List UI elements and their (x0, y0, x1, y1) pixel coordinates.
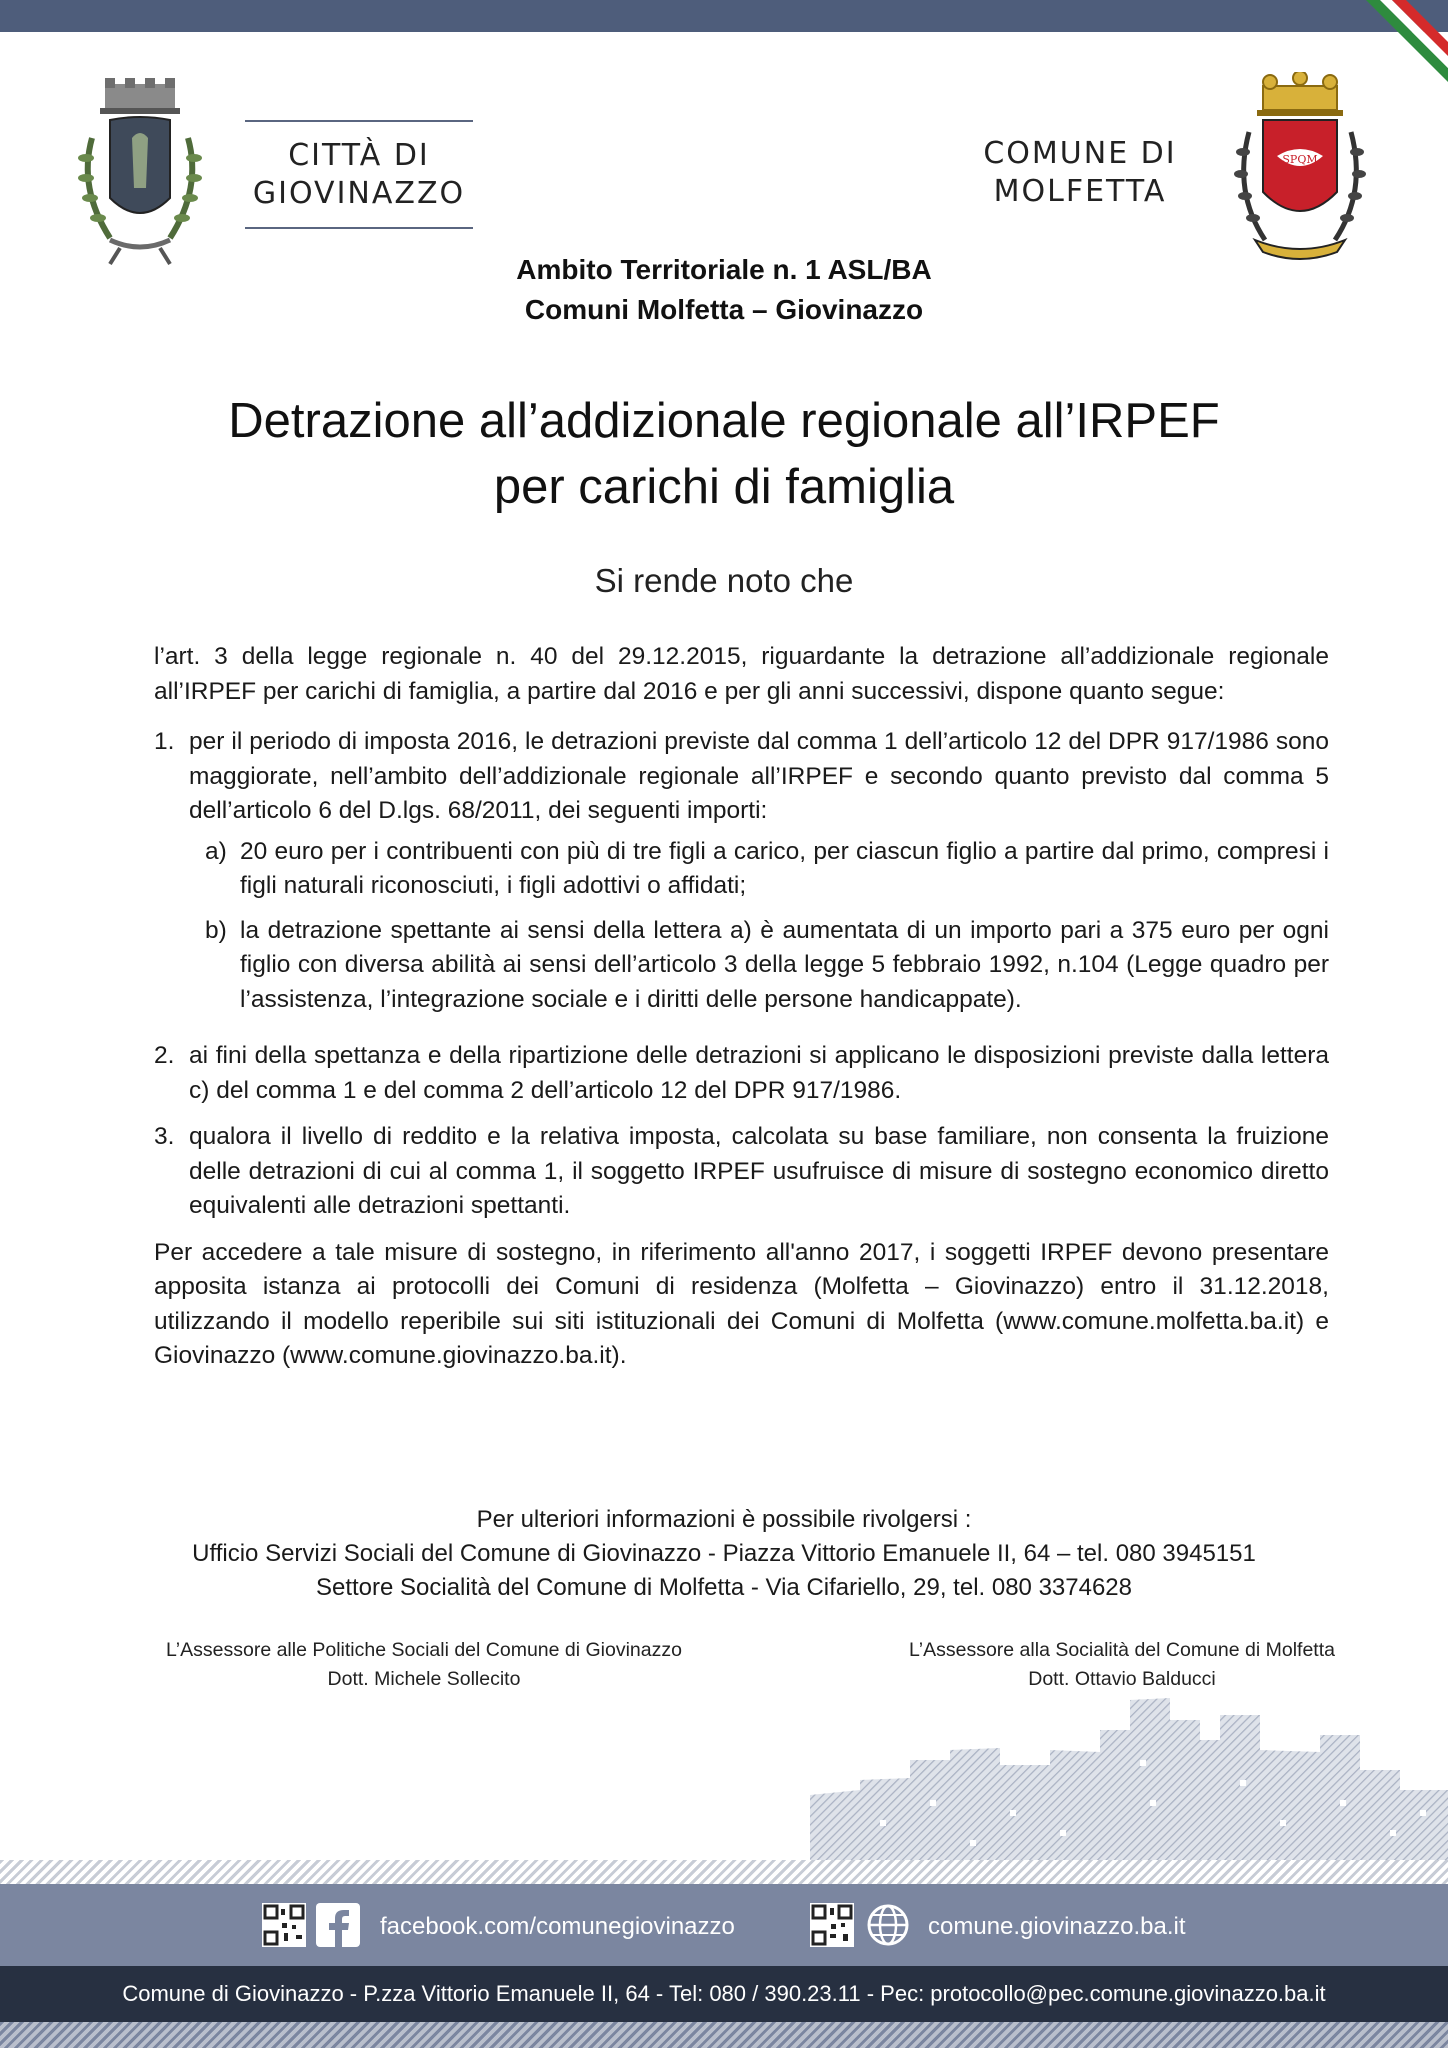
page-title (100, 388, 1348, 520)
footer-hatch-bottom (0, 2022, 1448, 2048)
list-item-text: qualora il livello di reddito e la relativa imposta, calcolata su base familiare, non consenta la fruizione delle detrazioni di cui al comma 1, il soggetto IRPEF usufruisce di misure di sostegno economico diretto equivalenti alle detrazioni spettanti. (189, 1123, 1329, 1219)
signature-molfetta (812, 1636, 1432, 1694)
qr-code-icon[interactable] (810, 1903, 854, 1947)
molfetta-line2: MOLFETTA (993, 174, 1167, 209)
sub-list-item (205, 914, 1329, 1018)
list-item-number: 2. (154, 1042, 175, 1069)
giovinazzo-line1: CITTÀ DI (288, 137, 430, 173)
top-band (0, 0, 1448, 32)
giovinazzo-line2: GIOVINAZZO (252, 175, 466, 211)
ambito-line2: Comuni Molfetta – Giovinazzo (524, 294, 924, 325)
giovinazzo-coat-of-arms (70, 78, 210, 268)
lead-paragraph: l’art. 3 della legge regionale n. 40 del 29.12.2015, riguardante la detrazione all’addizionale regionale all’IRPEF per carichi di famiglia, a partire dal 2016 e per gli anni successivi, dispone quanto segue: (154, 643, 1329, 705)
footer-address: Comune di Giovinazzo - P.zza Vittorio Emanuele II, 64 - Tel: 080 / 390.23.11 - Pec: protocollo@pec.comune.giovinazzo.ba.it (122, 1981, 1326, 2006)
list-item (154, 1039, 1329, 1108)
signature-name: Dott. Michele Sollecito (327, 1668, 521, 1690)
signature-role: L’Assessore alla Socialità del Comune di Molfetta (909, 1639, 1335, 1661)
facebook-icon[interactable] (316, 1903, 360, 1947)
contacts-line3: Settore Socialità del Comune di Molfetta - Via Cifariello, 29, tel. 080 3374628 (315, 1574, 1133, 1601)
list-item-text: ai fini della spettanza e della ripartizione delle detrazioni si applicano le disposizioni previste dalla lettera c) del comma 1 e del comma 2 dell’articolo 12 del DPR 917/1986. (189, 1042, 1329, 1104)
closing-paragraph: Per accedere a tale misure di sostegno, in riferimento all'anno 2017, i soggetti IRPEF devono presentare apposita istanza ai protocolli dei Comuni di residenza (Molfetta – Giovinazzo) entro il 31.12.2018, utilizzando il modello reperibile sui siti istituzionali dei Comuni di Molfetta (www.comune.molfetta.ba.it) e Giovinazzo (www.comune.giovinazzo.ba.it). (154, 1238, 1329, 1369)
title-line2: per carichi di famiglia (493, 460, 955, 514)
sub-item-text: la detrazione spettante ai sensi della lettera a) è aumentata di un importo pari a 375 euro per ogni figlio con diversa abilità ai sensi dell’articolo 3 della legge 5 febbraio 1992, n.104 (Legge quadro per l’assistenza, l’integrazione sociale e i diritti delle persone handicappate). (240, 916, 1329, 1013)
facebook-link[interactable]: facebook.com/comunegiovinazzo (380, 1913, 735, 1940)
molfetta-line1: COMUNE DI (983, 136, 1177, 171)
notice-body (154, 640, 1329, 1374)
footer-hatch-top (0, 1860, 1448, 1884)
sub-list-item (205, 835, 1329, 904)
list-item-text: per il periodo di imposta 2016, le detrazioni previste dal comma 1 dell’articolo 12 del DPR 917/1986 sono maggiorate, nell’ambito dell’addizionale regionale all’IRPEF e secondo quanto previsto dal comma 5 dell’articolo 6 del D.lgs. 68/2011, dei seguenti importi: (189, 728, 1329, 824)
qr-code-icon[interactable] (262, 1903, 306, 1947)
sub-item-text: 20 euro per i contribuenti con più di tre figli a carico, per ciascun figlio a partire dal primo, compresi i figli naturali riconosciuti, i figli adottivi o affidati; (240, 837, 1329, 899)
globe-icon[interactable] (866, 1903, 910, 1947)
signature-role: L’Assessore alle Politiche Sociali del Comune di Giovinazzo (166, 1639, 682, 1661)
ambito-heading (400, 250, 1048, 330)
molfetta-name-block (965, 128, 1195, 218)
giovinazzo-name-block (245, 120, 473, 229)
intro-text: Si rende noto che (594, 562, 854, 599)
list-item-number: 1. (154, 728, 175, 755)
contacts-line1: Per ulteriori informazioni è possibile rivolgersi : (476, 1506, 972, 1533)
sub-item-letter: b) (205, 916, 227, 944)
website-link[interactable]: comune.giovinazzo.ba.it (928, 1913, 1186, 1940)
contacts-line2: Ufficio Servizi Sociali del Comune di Giovinazzo - Piazza Vittorio Emanuele II, 64 – tel. 080 3945151 (192, 1540, 1256, 1567)
sub-list (154, 835, 1329, 1018)
crest-letters: SPQM (1282, 153, 1318, 166)
signature-giovinazzo (114, 1636, 734, 1694)
ambito-line1: Ambito Territoriale n. 1 ASL/BA (516, 254, 932, 285)
list-item-number: 3. (154, 1123, 175, 1150)
list-item (154, 1120, 1329, 1224)
sub-item-letter: a) (205, 837, 227, 865)
list-item (154, 725, 1329, 1027)
title-line1: Detrazione all’addizionale regionale all’IRPEF (228, 394, 1220, 448)
signature-name: Dott. Ottavio Balducci (1028, 1668, 1216, 1690)
molfetta-coat-of-arms (1225, 72, 1375, 267)
contacts-block (100, 1503, 1348, 1605)
